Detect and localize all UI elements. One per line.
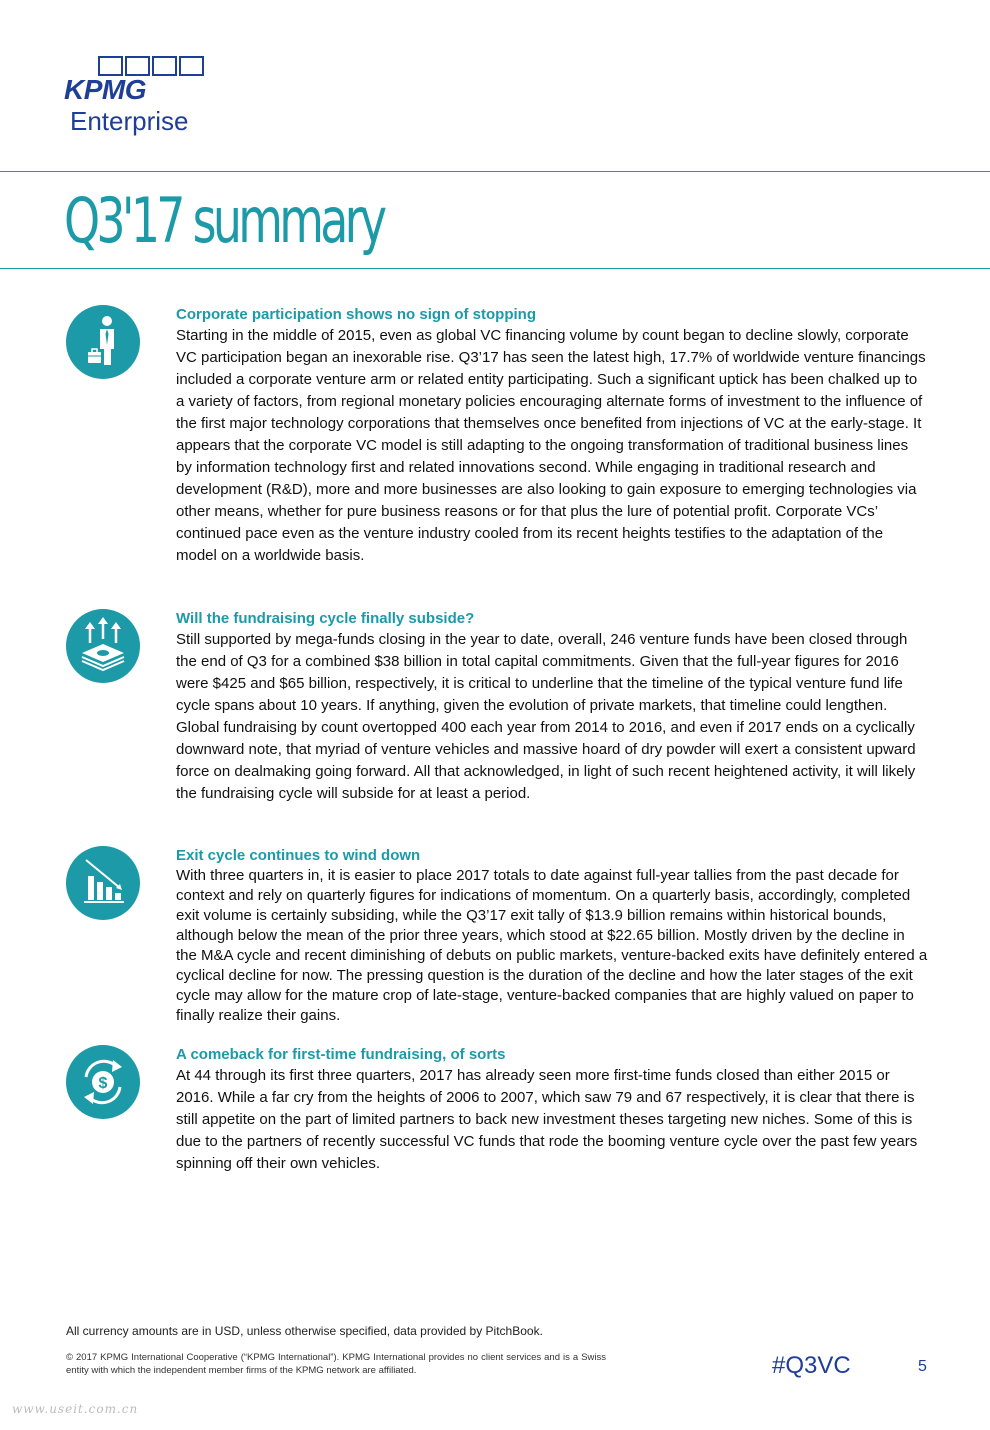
- section-text: With three quarters in, it is easier to place 2017 totals to date against full-year tallies from the past decade for context and rely on quarterly figures for indications of momentum. On a quarterly basis, accordingly, completed exit volume is certainly subsiding, while the Q3’17 exit tally of $13.9 billion remains within historical bounds, although below the mean of the prior three years, which stood at $22.65 billion. Mostly driven by the decline in the M&A cycle and recent diminishing of debuts on public markets, venture-backed exits have definitely entered a cyclical decline for now. The pressing question is the duration of the decline and how the later stages of the exit cycle may allow for the mature crop of late-stage, venture-backed companies that are highly valued on paper to finally realize their gains.: [176, 867, 928, 1024]
- dollar-cycle-icon: [66, 1045, 140, 1119]
- section-heading: Corporate participation shows no sign of stopping: [176, 306, 536, 323]
- section-heading: Will the fundraising cycle finally subside?: [176, 610, 475, 627]
- section-heading: Exit cycle continues to wind down: [176, 847, 421, 864]
- svg-text:$: $: [98, 1075, 108, 1092]
- section-text: Starting in the middle of 2015, even as global VC financing volume by count began to decline slowly, corporate VC participation began an inexorable rise. Q3’17 has seen the latest high, 17.7% of worldwide venture financings included a corporate venture arm or related entity participating. Such a significant uptick has been chalked up to a variety of factors, from regional monetary policies encouraging alternate forms of investment to the influence of the first major technology corporations that themselves once benefited from injections of VC at the early-stage. It appears that the corporate VC model is still adapting to the ongoing transformation of traditional business lines by information technology first and related innovations second. While engaging in traditional research and development (R&D), more and more businesses are also looking to gain exposure to emerging technologies via other means, whether for pure business reasons or for that plus the lure of potential profit. Corporate VCs’ continued pace even as the venture industry cooled from its recent heights testifies to the adaptation of the model on a worldwide basis.: [176, 327, 926, 564]
- watermark: www.useit.com.cn: [12, 1402, 139, 1416]
- money-stack-arrows-icon: [66, 609, 140, 683]
- logo-kpmg-text: KPMG: [64, 74, 146, 105]
- section-text: At 44 through its first three quarters, 2017 has already seen more first-time funds closed than either 2015 or 2016. While a far cry from the heights of 2006 to 2007, which saw 79 and 67 respectively, it is clear that there is still appetite on the part of limited partners to back new investment theses targeting new niches. Some of this is due to the partners of recently successful VC funds that rode the booming venture cycle over the past few years spinning off their own vehicles.: [176, 1067, 918, 1172]
- header-divider-top: [0, 171, 990, 172]
- businessperson-icon: [66, 305, 140, 379]
- section-text: Still supported by mega-funds closing in the year to date, overall, 246 venture funds have been closed through the end of Q3 for a combined $38 billion in total capital commitments. Given that the full-year figures for 2016 were $425 and $65 billion, respectively, it is critical to underline that the timeline of the typical venture fund life cycle spans about 10 years. If anything, given the evolution of private markets, that timeline could lengthen. Global fundraising by count overtopped 400 each year from 2014 to 2016, and even if 2017 ends on a cyclically downward note, that myriad of venture vehicles and massive hoard of dry powder will exert a consistent upward force on dealmaking going forward. All that acknowledged, in light of such recent heightened activity, it will likely the fundraising cycle will subside for at least a period.: [176, 631, 916, 802]
- header-divider-bottom: [0, 268, 990, 269]
- logo-enterprise-text: Enterprise: [70, 106, 189, 136]
- page-title: Q3'17 summary: [64, 184, 384, 257]
- copyright-text: © 2017 KPMG International Cooperative (“KPMG International”). KPMG International provides no client services and is a Swiss entity with which the independent member firms of the KPMG network are affiliated.: [66, 1352, 606, 1376]
- page-number: 5: [918, 1358, 927, 1375]
- currency-note: All currency amounts are in USD, unless otherwise specified, data provided by PitchBook.: [66, 1324, 543, 1338]
- hashtag: #Q3VC: [772, 1352, 851, 1379]
- declining-bar-chart-icon: [66, 846, 140, 920]
- section-heading: A comeback for first-time fundraising, of sorts: [176, 1046, 506, 1063]
